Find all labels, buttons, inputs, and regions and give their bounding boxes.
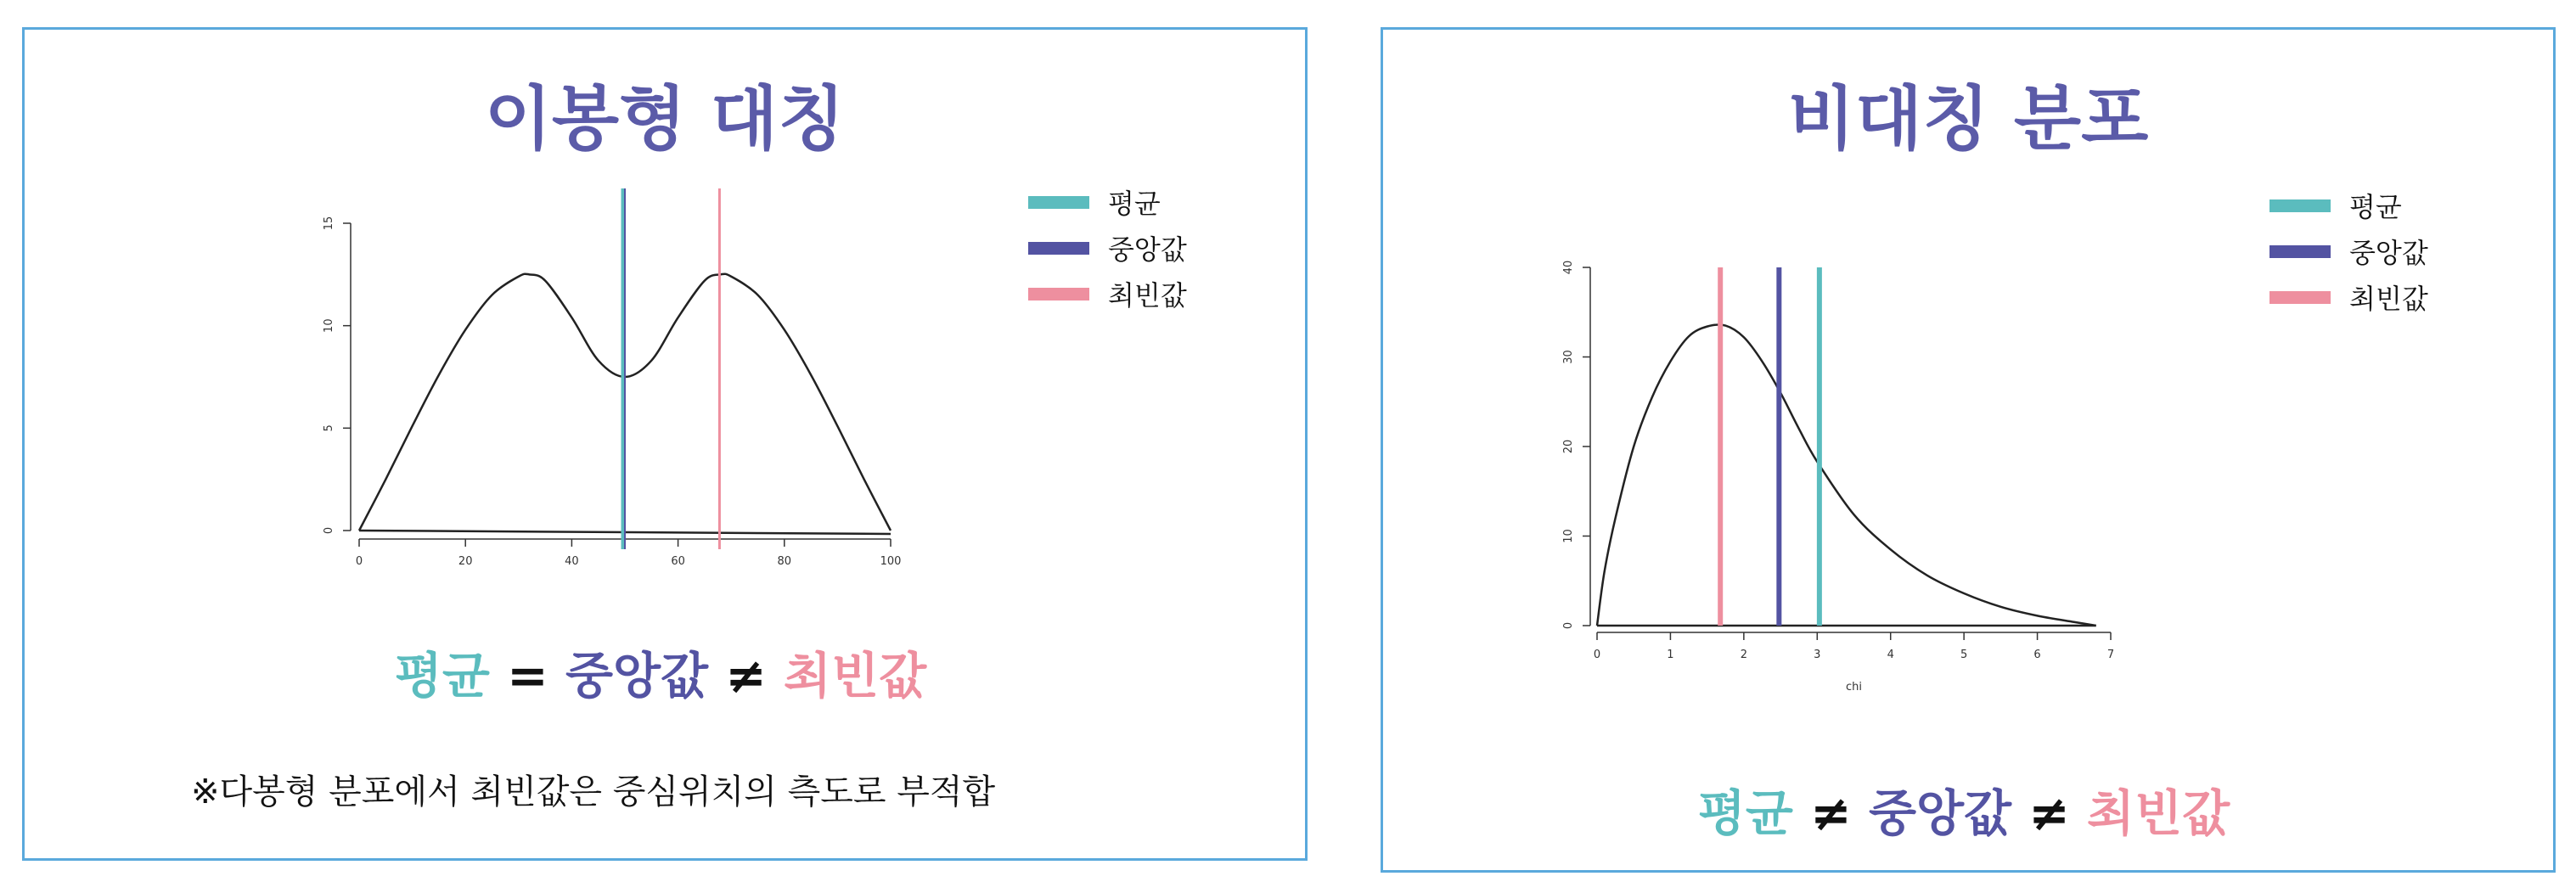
formula-mean: 평균 (394, 647, 490, 705)
formula-median: 중앙값 (1868, 784, 2012, 842)
legend-item-mode (1028, 271, 1187, 317)
x-tick-label: 40 (565, 555, 579, 568)
y-tick-label: 0 (323, 526, 335, 535)
legend-label-mode: 최빈값 (1108, 279, 1187, 312)
x-tick-label: 0 (355, 555, 363, 568)
formula-mode: 최빈값 (2087, 784, 2230, 842)
legend-label-mean: 평균 (2349, 191, 2402, 223)
x-axis-label: chi (1846, 681, 1862, 694)
legend-label-median: 중앙값 (1108, 233, 1187, 266)
legend-label-mean: 평균 (1108, 188, 1161, 220)
density-curve (1597, 324, 2096, 626)
y-tick-label: 10 (1562, 529, 1575, 543)
legend-swatch-mean (1028, 196, 1089, 209)
legend-label-mode: 최빈값 (2349, 283, 2428, 315)
formula-not-equals-2: ≠ (2028, 784, 2070, 842)
legend-swatch-mean (2269, 199, 2331, 212)
x-tick-label: 4 (1887, 649, 1894, 661)
formula-median: 중앙값 (565, 647, 709, 705)
right-panel (1381, 27, 2556, 873)
left-formula (16, 636, 1305, 707)
y-tick-label: 0 (1562, 621, 1575, 630)
y-tick-label: 20 (1562, 439, 1575, 454)
formula-not-equals-1: ≠ (1810, 784, 1852, 842)
x-tick-label: 5 (1960, 649, 1968, 661)
legend-item-mean (2269, 183, 2428, 228)
legend-swatch-median (2269, 245, 2331, 258)
legend-swatch-median (1028, 242, 1089, 255)
left-panel (22, 27, 1308, 861)
y-tick-label: 5 (323, 424, 335, 432)
x-tick-label: 2 (1740, 649, 1747, 661)
y-tick-label: 30 (1562, 350, 1575, 364)
x-tick-label: 3 (1814, 649, 1821, 661)
left-panel-title: 이봉형 대칭 (484, 79, 846, 160)
x-tick-label: 100 (880, 555, 902, 568)
formula-equals: = (507, 647, 548, 705)
legend-item-mean (1028, 179, 1187, 225)
formula-mode: 최빈값 (784, 647, 927, 705)
x-tick-label: 20 (458, 555, 473, 568)
skewed-chart (1536, 259, 2147, 760)
formula-mean: 평균 (1697, 784, 1793, 842)
x-tick-label: 80 (777, 555, 792, 568)
x-tick-label: 1 (1667, 649, 1674, 661)
right-panel-title: 비대칭 분포 (1787, 79, 2149, 160)
formula-not-equals: ≠ (725, 647, 767, 705)
y-tick-label: 10 (323, 318, 335, 333)
x-tick-label: 6 (2033, 649, 2041, 661)
y-tick-label: 40 (1562, 260, 1575, 275)
right-legend (2269, 183, 2428, 320)
left-note: ※다봉형 분포에서 최빈값은 중심위치의 측도로 부적합 (191, 772, 996, 812)
legend-swatch-mode (1028, 288, 1089, 300)
left-legend (1028, 179, 1187, 317)
legend-label-median: 중앙값 (2349, 237, 2428, 269)
x-tick-label: 7 (2106, 649, 2115, 661)
x-tick-label: 60 (671, 555, 685, 568)
bimodal-chart (313, 157, 959, 632)
legend-item-median (1028, 225, 1187, 271)
legend-item-mode (2269, 274, 2428, 320)
legend-swatch-mode (2269, 291, 2331, 304)
legend-item-median (2269, 228, 2428, 274)
right-formula (1375, 773, 2553, 845)
y-tick-label: 15 (323, 216, 335, 231)
x-tick-label: 0 (1593, 649, 1601, 661)
